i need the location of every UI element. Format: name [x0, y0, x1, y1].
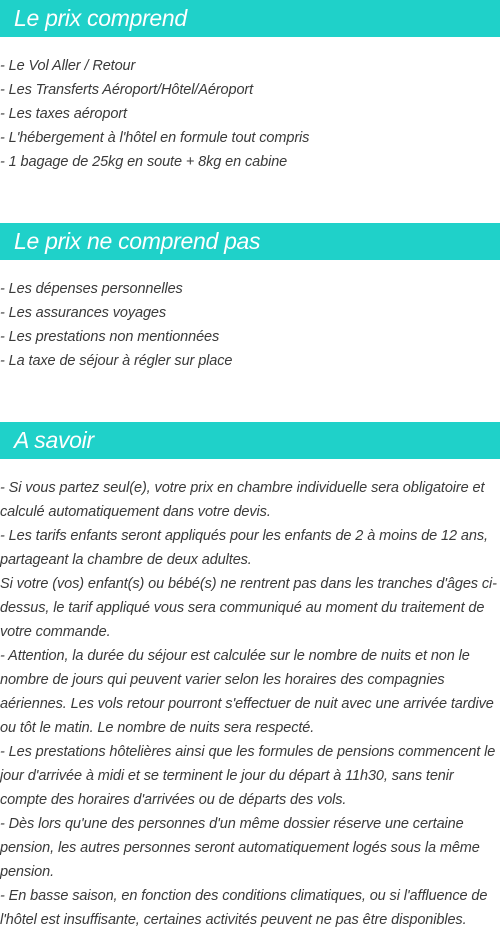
list-item: - Les dépenses personnelles — [0, 281, 183, 297]
text-line: nombre de jours qui peuvent varier selon les horaires des compagnies — [0, 672, 445, 688]
section-price-includes — [0, 0, 500, 174]
text-line: Si votre (vos) enfant(s) ou bébé(s) ne rentrent pas dans les tranches d'âges ci- — [0, 576, 497, 592]
list-item: - Le Vol Aller / Retour — [0, 58, 136, 74]
section-title: A savoir — [0, 422, 500, 459]
section-good-to-know — [0, 422, 500, 932]
text-line: dessus, le tarif appliqué vous sera communiqué au moment du traitement de — [0, 600, 485, 616]
list-item: - Les Transferts Aéroport/Hôtel/Aéroport — [0, 82, 254, 98]
text-line: - Les prestations hôtelières ainsi que les formules de pensions commencent le — [0, 744, 496, 760]
text-line: calculé automatiquement dans votre devis. — [0, 504, 271, 520]
list-item: - Les assurances voyages — [0, 305, 167, 321]
list-item: - 1 bagage de 25kg en soute + 8kg en cabine — [0, 154, 288, 170]
section-title: Le prix comprend — [0, 0, 500, 37]
section-price-excludes — [0, 223, 500, 373]
excluded-list — [0, 277, 500, 373]
text-line: pension. — [0, 864, 55, 880]
text-line: l'hôtel est insuffisante, certaines activités peuvent ne pas être disponibles. — [0, 912, 467, 928]
text-line: ou tôt le matin. Le nombre de nuits sera respecté. — [0, 720, 315, 736]
text-line: - Si vous partez seul(e), votre prix en chambre individuelle sera obligatoire et — [0, 480, 485, 496]
text-line: - Attention, la durée du séjour est calculée sur le nombre de nuits et non le — [0, 648, 470, 664]
text-line: - Les tarifs enfants seront appliqués pour les enfants de 2 à moins de 12 ans, — [0, 528, 488, 544]
info-text — [0, 476, 500, 932]
text-line: aériennes. Les vols retour pourront s'effectuer de nuit avec une arrivée tardive — [0, 696, 494, 712]
list-item: - Les prestations non mentionnées — [0, 329, 220, 345]
text-line: votre commande. — [0, 624, 111, 640]
text-line: jour d'arrivée à midi et se terminent le jour du départ à 11h30, sans tenir — [0, 768, 454, 784]
text-line: pension, les autres personnes seront automatiquement logés sous la même — [0, 840, 480, 856]
text-line: - En basse saison, en fonction des conditions climatiques, ou si l'affluence de — [0, 888, 488, 904]
included-list — [0, 54, 500, 174]
section-title: Le prix ne comprend pas — [0, 223, 500, 260]
list-item: - L'hébergement à l'hôtel en formule tout compris — [0, 130, 310, 146]
text-line: compte des horaires d'arrivées ou de départs des vols. — [0, 792, 347, 808]
text-line: - Dès lors qu'une des personnes d'un même dossier réserve une certaine — [0, 816, 464, 832]
text-line: partageant la chambre de deux adultes. — [0, 552, 252, 568]
list-item: - La taxe de séjour à régler sur place — [0, 353, 233, 369]
list-item: - Les taxes aéroport — [0, 106, 127, 122]
